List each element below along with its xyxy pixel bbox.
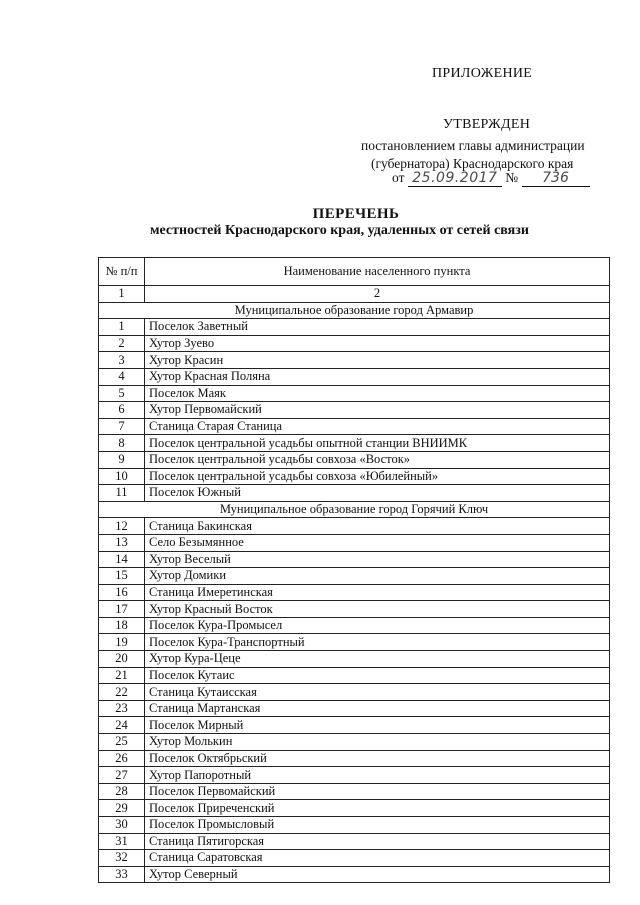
table-row	[99, 534, 610, 551]
row-number: 30	[99, 817, 145, 834]
table-row	[99, 551, 610, 568]
table-row	[99, 319, 610, 336]
date-line	[392, 170, 590, 187]
locality-name: Станица Саратовская	[145, 850, 610, 867]
locality-name: Станица Имеретинская	[145, 584, 610, 601]
section-row	[99, 302, 610, 319]
table-row	[99, 750, 610, 767]
table-row	[99, 734, 610, 751]
table-row	[99, 418, 610, 435]
table-row	[99, 451, 610, 468]
row-number: 32	[99, 850, 145, 867]
row-number: 9	[99, 451, 145, 468]
table-row	[99, 783, 610, 800]
number-prefix: №	[505, 170, 519, 185]
locality-name: Поселок Маяк	[145, 385, 610, 402]
locality-name: Хутор Зуево	[145, 335, 610, 352]
row-number: 18	[99, 617, 145, 634]
table-row	[99, 817, 610, 834]
column-number-1: 1	[99, 286, 145, 303]
row-number: 16	[99, 584, 145, 601]
table-row	[99, 684, 610, 701]
table-row	[99, 833, 610, 850]
table-row	[99, 368, 610, 385]
row-number: 3	[99, 352, 145, 369]
approved-label: УТВЕРЖДЕН	[443, 117, 531, 132]
locality-name: Хутор Папоротный	[145, 767, 610, 784]
row-number: 2	[99, 335, 145, 352]
row-number: 8	[99, 435, 145, 452]
table-row	[99, 335, 610, 352]
locality-name: Станица Бакинская	[145, 518, 610, 535]
locality-name: Хутор Молькин	[145, 734, 610, 751]
locality-name: Станица Пятигорская	[145, 833, 610, 850]
header-number: № п/п	[99, 258, 145, 286]
table-row	[99, 767, 610, 784]
column-number-2: 2	[145, 286, 610, 303]
table-row	[99, 667, 610, 684]
row-number: 28	[99, 783, 145, 800]
row-number: 4	[99, 368, 145, 385]
locality-name: Поселок центральной усадьбы опытной станции ВНИИМК	[145, 435, 610, 452]
row-number: 20	[99, 651, 145, 668]
section-row	[99, 501, 610, 518]
resolution-line-1: постановлением главы администрации	[361, 138, 585, 153]
row-number: 19	[99, 634, 145, 651]
localities-table	[98, 257, 610, 883]
locality-name: Поселок Промысловый	[145, 817, 610, 834]
row-number: 13	[99, 534, 145, 551]
table-row	[99, 800, 610, 817]
row-number: 27	[99, 767, 145, 784]
row-number: 26	[99, 750, 145, 767]
table-row	[99, 717, 610, 734]
resolution-line-2: (губернатора) Краснодарского края	[371, 156, 574, 171]
row-number: 6	[99, 402, 145, 419]
row-number: 10	[99, 468, 145, 485]
locality-name: Поселок Первомайский	[145, 783, 610, 800]
row-number: 14	[99, 551, 145, 568]
table-row	[99, 617, 610, 634]
row-number: 21	[99, 667, 145, 684]
locality-name: Хутор Красная Поляна	[145, 368, 610, 385]
locality-name: Станица Кутаисская	[145, 684, 610, 701]
locality-name: Поселок центральной усадьбы совхоза «Юбилейный»	[145, 468, 610, 485]
handwritten-number: 736	[522, 170, 590, 187]
locality-name: Поселок Приреченский	[145, 800, 610, 817]
row-number: 22	[99, 684, 145, 701]
section-title: Муниципальное образование город Армавир	[99, 302, 610, 319]
row-number: 15	[99, 568, 145, 585]
locality-name: Станица Старая Станица	[145, 418, 610, 435]
locality-name: Поселок Мирный	[145, 717, 610, 734]
column-numbers-row	[99, 286, 610, 303]
locality-name: Хутор Красный Восток	[145, 601, 610, 618]
appendix-label: ПРИЛОЖЕНИЕ	[432, 66, 533, 81]
row-number: 31	[99, 833, 145, 850]
date-prefix: от	[392, 170, 405, 185]
row-number: 29	[99, 800, 145, 817]
handwritten-date: 25.09.2017	[408, 170, 502, 187]
table-row	[99, 468, 610, 485]
document-subtitle: местностей Краснодарского края, удаленных от сетей связи	[150, 223, 529, 238]
row-number: 5	[99, 385, 145, 402]
locality-name: Хутор Кура-Цеце	[145, 651, 610, 668]
row-number: 12	[99, 518, 145, 535]
table-row	[99, 435, 610, 452]
locality-name: Село Безымянное	[145, 534, 610, 551]
locality-name: Поселок Южный	[145, 485, 610, 502]
section-title: Муниципальное образование город Горячий Ключ	[99, 501, 610, 518]
locality-name: Хутор Северный	[145, 866, 610, 883]
table-row	[99, 634, 610, 651]
table-row	[99, 385, 610, 402]
locality-name: Поселок Кутаис	[145, 667, 610, 684]
table-row	[99, 584, 610, 601]
row-number: 17	[99, 601, 145, 618]
locality-name: Поселок Заветный	[145, 319, 610, 336]
locality-name: Поселок центральной усадьбы совхоза «Восток»	[145, 451, 610, 468]
header-name: Наименование населенного пункта	[145, 258, 610, 286]
table-header-row	[99, 258, 610, 286]
table-row	[99, 850, 610, 867]
table-row	[99, 651, 610, 668]
table-body	[99, 286, 610, 883]
row-number: 23	[99, 700, 145, 717]
table-row	[99, 485, 610, 502]
table-row	[99, 700, 610, 717]
locality-name: Поселок Октябрьский	[145, 750, 610, 767]
table-row	[99, 601, 610, 618]
locality-name: Хутор Красин	[145, 352, 610, 369]
table-row	[99, 568, 610, 585]
row-number: 24	[99, 717, 145, 734]
document-title: ПЕРЕЧЕНЬ	[312, 206, 400, 222]
locality-name: Хутор Домики	[145, 568, 610, 585]
row-number: 11	[99, 485, 145, 502]
row-number: 33	[99, 866, 145, 883]
locality-name: Хутор Первомайский	[145, 402, 610, 419]
locality-name: Поселок Кура-Промысел	[145, 617, 610, 634]
table-row	[99, 518, 610, 535]
locality-name: Поселок Кура-Транспортный	[145, 634, 610, 651]
table-row	[99, 866, 610, 883]
locality-name: Станица Мартанская	[145, 700, 610, 717]
row-number: 7	[99, 418, 145, 435]
table-row	[99, 352, 610, 369]
row-number: 25	[99, 734, 145, 751]
locality-name: Хутор Веселый	[145, 551, 610, 568]
row-number: 1	[99, 319, 145, 336]
table-row	[99, 402, 610, 419]
